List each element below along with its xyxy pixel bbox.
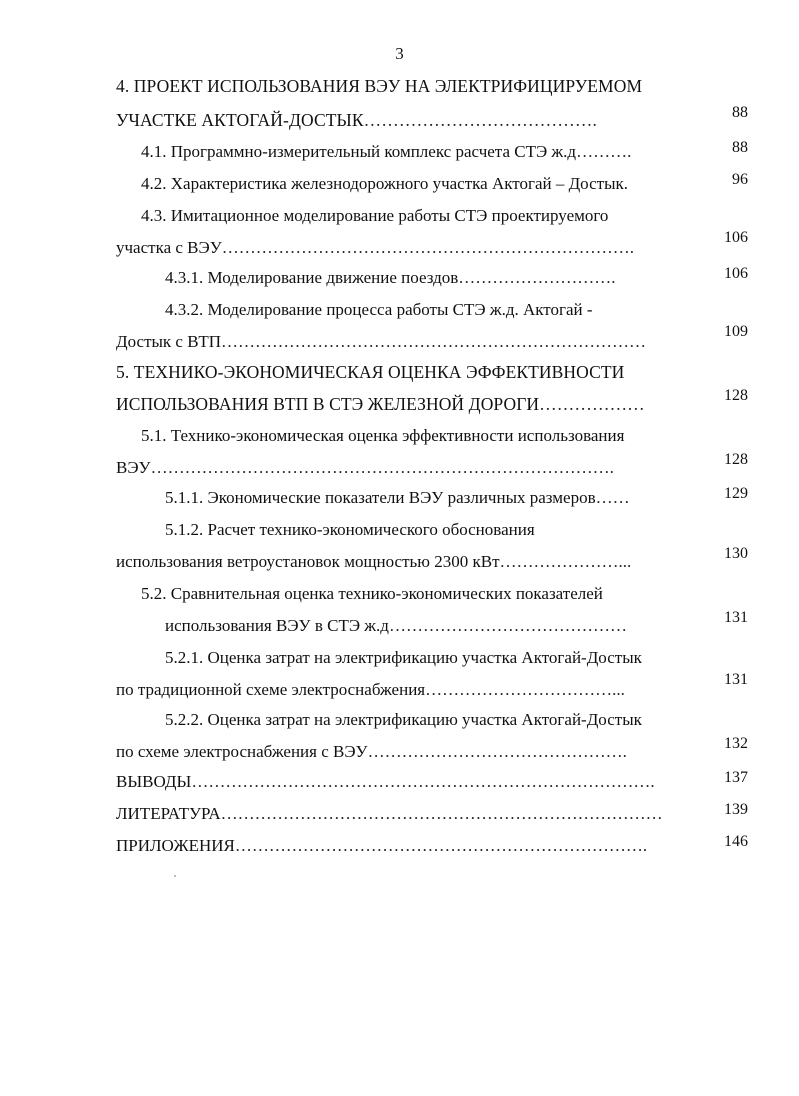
toc-entry-line: 4.1. Программно-измерительный комплекс расчета СТЭ ж.д………. [141, 142, 632, 161]
toc-entry-line: 5.1.1. Экономические показатели ВЭУ различных размеров…… [165, 488, 630, 507]
toc-entry-line: 5.2.1. Оценка затрат на электрификацию участка Актогай-Достык [165, 648, 642, 667]
toc-entry-line: УЧАСТКЕ АКТОГАЙ-ДОСТЫК…………………………………. [116, 110, 597, 130]
toc-entry-line: использования ВЭУ в СТЭ ж.д…………………………………… [165, 616, 627, 635]
toc-entry-line: ВЫВОДЫ………………………………………………………………………. [116, 772, 655, 791]
toc-entry-line: 4. ПРОЕКТ ИСПОЛЬЗОВАНИЯ ВЭУ НА ЭЛЕКТРИФИЦИРУЕМОМ [116, 76, 643, 96]
toc-entry-line: 5.2. Сравнительная оценка технико-экономических показателей [141, 584, 603, 603]
toc-entry-line: ПРИЛОЖЕНИЯ………………………………………………………………. [116, 836, 648, 855]
toc-page-number: 88 [732, 139, 748, 156]
toc-entry-line: 5.2.2. Оценка затрат на электрификацию участка Актогай-Достык [165, 710, 642, 729]
toc-page-number: 137 [724, 769, 748, 786]
toc-page-number: 130 [724, 545, 748, 562]
toc-page-number: 109 [724, 323, 748, 340]
toc-page-number: 106 [724, 265, 748, 282]
toc-entry-line: ИСПОЛЬЗОВАНИЯ ВТП В СТЭ ЖЕЛЕЗНОЙ ДОРОГИ……………… [116, 394, 645, 414]
toc-entry-line: участка с ВЭУ………………………………………………………………. [116, 238, 635, 257]
toc-page-number: 128 [724, 451, 748, 468]
toc-page-number: 88 [732, 104, 748, 121]
toc-entry-line: ЛИТЕРАТУРА…………………………………………………………………… [116, 804, 663, 823]
toc-entry-line: Достык с ВТП………………………………………………………………… [116, 332, 646, 351]
page-number: 3 [395, 44, 404, 63]
toc-page-number: 128 [724, 387, 748, 404]
toc-page-number: 146 [724, 833, 748, 850]
toc-page-number: 131 [724, 609, 748, 626]
toc-entry-line: по схеме электроснабжения с ВЭУ………………………………………. [116, 742, 627, 761]
toc-entry-line: 5.1.2. Расчет технико-экономического обоснования [165, 520, 535, 539]
toc-entry-line: 5.1. Технико-экономическая оценка эффективности использования [141, 426, 625, 445]
toc-page-number: 131 [724, 671, 748, 688]
toc-page-number: 129 [724, 485, 748, 502]
toc-entry-line: использования ветроустановок мощностью 2300 кВт…………………... [116, 552, 632, 571]
scan-speck [174, 875, 176, 877]
toc-entry-line: 4.3.2. Моделирование процесса работы СТЭ ж.д. Актогай - [165, 300, 593, 319]
toc-page-number: 139 [724, 801, 748, 818]
toc-page-number: 132 [724, 735, 748, 752]
toc-page-number: 106 [724, 229, 748, 246]
toc-entry-line: ВЭУ………………………………………………………………………. [116, 458, 614, 477]
toc-entry-line: 4.3. Имитационное моделирование работы СТЭ проектируемого [141, 206, 609, 225]
toc-entry-line: по традиционной схеме электроснабжения……………………………... [116, 680, 625, 699]
toc-entry-line: 5. ТЕХНИКО-ЭКОНОМИЧЕСКАЯ ОЦЕНКА ЭФФЕКТИВНОСТИ [116, 362, 625, 382]
toc-page-number: 96 [732, 171, 748, 188]
toc-entry-line: 4.3.1. Моделирование движение поездов………………………. [165, 268, 616, 287]
toc-entry-line: 4.2. Характеристика железнодорожного участка Актогай – Достык. [141, 174, 629, 193]
